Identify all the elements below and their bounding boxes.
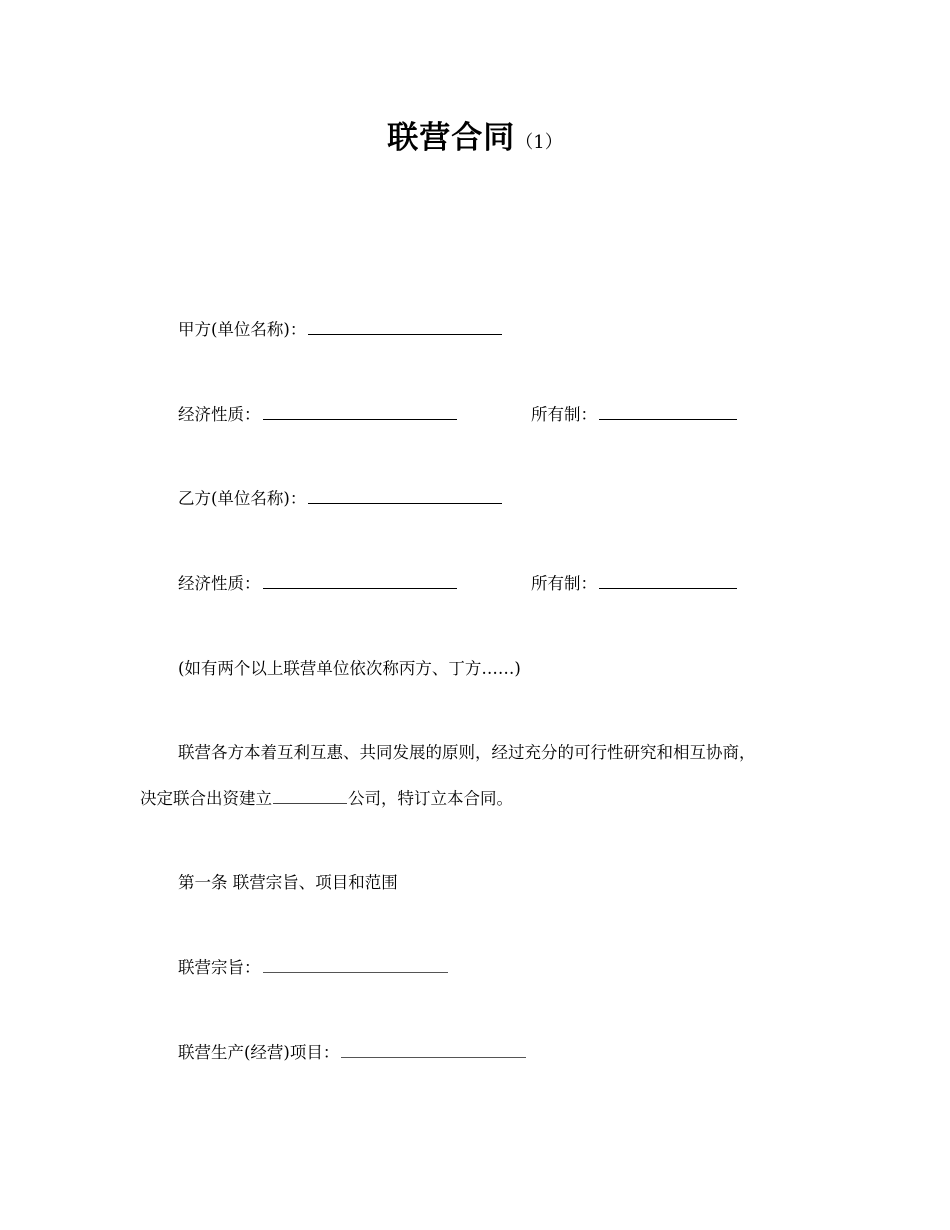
project-label: 联营生产(经营)项目： [178,1043,340,1062]
party-a-label: 甲方(单位名称)： [178,320,307,339]
party-b-ownership-line [531,573,737,595]
party-b-name-blank [308,489,502,504]
purpose-blank [263,958,448,973]
project-blank [341,1043,526,1058]
purpose-label: 联营宗旨： [178,958,261,977]
party-b-line [178,488,502,510]
party-a-name-blank [308,320,502,335]
intro-line2-post: 公司，特订立本合同。 [348,789,513,808]
party-a-line [178,319,502,341]
article-1-heading: 第一条 联营宗旨、项目和范围 [178,873,398,892]
document-title [0,112,950,157]
party-b-label: 乙方(单位名称)： [178,489,307,508]
purpose-line [178,957,448,979]
title-suffix: （1） [515,132,563,153]
party-a-nature-blank [263,405,457,420]
project-line [178,1042,526,1064]
company-name-blank [273,789,347,804]
party-a-ownership-label: 所有制： [531,405,597,424]
intro-paragraph-line2 [140,788,513,810]
party-b-nature-blank [263,574,457,589]
party-a-ownership-line [531,404,737,426]
party-b-nature-line [178,573,457,595]
party-a-ownership-blank [599,405,737,420]
party-a-nature-line [178,404,457,426]
party-b-nature-label: 经济性质： [178,574,261,593]
party-a-nature-label: 经济性质： [178,405,261,424]
intro-paragraph-line1: 联营各方本着互利互惠、共同发展的原则，经过充分的可行性研究和相互协商， [178,743,756,762]
party-b-ownership-blank [599,574,737,589]
title-main: 联营合同 [387,120,516,156]
party-b-ownership-label: 所有制： [531,574,597,593]
intro-line2-pre: 决定联合出资建立 [140,789,272,808]
additional-parties-note: (如有两个以上联营单位依次称丙方、丁方……) [178,659,521,678]
